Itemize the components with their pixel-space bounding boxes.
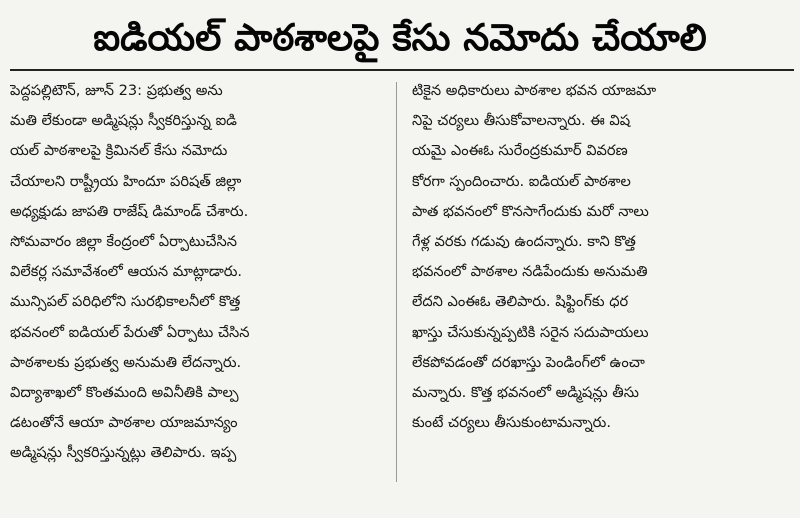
headline-rule — [10, 69, 794, 71]
right-line: గేళ్ల వరకు గడువు ఉందన్నారు. కాని కొత్త — [412, 232, 636, 250]
right-line: పాత భవనంలో కొనసాగేందుకు మరో నాలు — [412, 202, 649, 220]
right-line: కుంటే చర్యలు తీసుకుంటామన్నారు. — [412, 414, 611, 432]
right-line: యమై ఎంఈఓ సురేంద్రకుమార్ వివరణ — [412, 142, 628, 160]
left-line: మున్సిపల్ పరిధిలోని సురభికాలనీలో కొత్త — [10, 293, 241, 311]
right-line: భవనంలో పాఠశాల నడిపేందుకు అనుమతి — [412, 263, 648, 281]
right-line: ఖాస్తు చేసుకున్నప్పటికి సరైన సదుపాయలు — [412, 323, 649, 341]
column-divider — [396, 82, 397, 482]
left-line: అడ్మిషన్లు స్వీకరిస్తున్నట్లు తెలిపారు. ఇప్ప — [10, 444, 237, 462]
left-line: పెద్దపల్లిటౌన్, జూన్ 23: ప్రభుత్వ అను — [10, 82, 223, 99]
right-line: టికైన అధికారులు పాఠశాల భవన యాజమా — [412, 82, 657, 99]
left-line: చేయాలని రాష్ట్రీయ హిందూ పరిషత్ జిల్లా — [10, 172, 242, 190]
right-line: లేకపోవడంతో దరఖాస్తు పెండింగ్‌లో ఉంచా — [412, 353, 645, 371]
left-line: యల్ పాఠశాలపై క్రిమినల్ కేసు నమోదు — [10, 142, 228, 160]
right-line: మన్నారు. కొత్త భవనంలో అడ్మిషన్లు తీసు — [412, 383, 639, 401]
left-line: పాఠశాలకు ప్రభుత్వ అనుమతి లేదన్నారు. — [10, 353, 242, 371]
left-line: అధ్యక్షుడు జాపతి రాజేష్ డిమాండ్ చేశారు. — [10, 202, 249, 220]
right-line: కోరగా స్పందించారు. ఐడియల్ పాఠశాల — [412, 172, 631, 190]
left-line: విలేకర్ల సమావేశంలో ఆయన మాట్లాడారు. — [10, 263, 243, 281]
left-column — [10, 76, 386, 468]
left-line: డటంతోనే ఆయా పాఠశాల యాజమాన్యం — [10, 414, 238, 432]
left-line: భవనంలో ఐడియల్ పేరుతో ఏర్పాటు చేసిన — [10, 323, 250, 341]
left-line: సోమవారం జిల్లా కేంద్రంలో ఏర్పాటుచేసిన — [10, 232, 237, 250]
right-line: నిపై చర్యలు తీసుకోవాలన్నారు. ఈ విష — [412, 112, 631, 130]
right-line: లేదని ఎంఈఓ తెలిపారు. షిఫ్టింగ్‌కు ధర — [412, 293, 629, 311]
right-column — [412, 76, 788, 438]
left-line: మతి లేకుండా అడ్మిషన్లు స్వీకరిస్తున్న ఐడి — [10, 112, 237, 130]
headline: ఐడియల్ పాఠశాలపై కేసు నమోదు చేయాలి — [93, 16, 707, 59]
left-line: విద్యాశాఖలో కొంతమంది అవినీతికి పాల్ప — [10, 383, 239, 401]
